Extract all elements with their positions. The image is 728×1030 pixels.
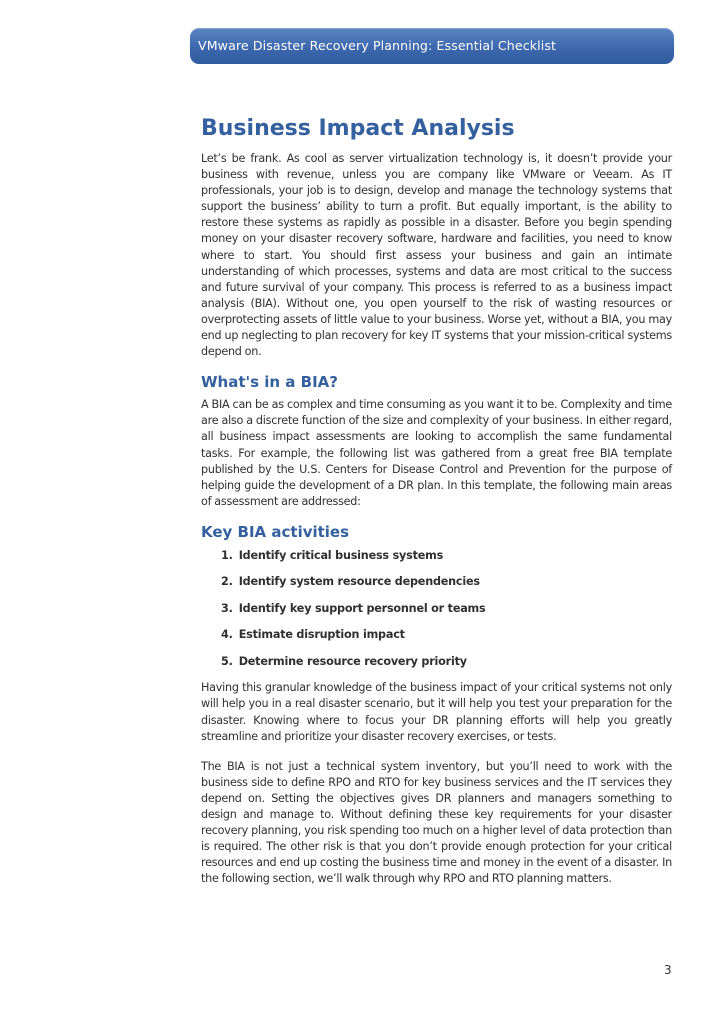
granular-knowledge-paragraph: Having this granular knowledge of the business impact of your critical systems not only will help you in a real disaster scenario, but it will help you test your preparation for the disaster. Knowing where to focus your DR planning efforts will help you greatly streamline and prioritize your disaster recovery exercises, or tests.	[201, 681, 672, 743]
list-item-label: Identify key support personnel or teams	[238, 601, 486, 615]
activity-list	[201, 548, 672, 670]
list-item-number: 3.	[221, 601, 233, 615]
list-item-number: 4.	[221, 628, 233, 642]
rpo-rto-paragraph: The BIA is not just a technical system inventory, but you’ll need to work with the business side to define RPO and RTO for key business services and the IT services they depend on. Setting the objectives gives DR planners and managers something to design and manage to. Without defining these key requirements for your disaster recovery planning, you risk spending too much on a higher level of data protection than is required. The other risk is that you don’t provide enough protection for your critical resources and end up costing the business time and money in the event of a disaster. In the following section, we’ll walk through why RPO and RTO planning matters.	[201, 759, 672, 886]
document-title: VMware Disaster Recovery Planning: Essential Checklist	[198, 38, 557, 53]
list-item	[221, 548, 672, 564]
header-bar	[190, 28, 674, 64]
list-item-label: Identify system resource dependencies	[238, 575, 480, 589]
bia-paragraph: A BIA can be as complex and time consuming as you want it to be. Complexity and time are also a discrete function of the size and complexity of your business. In either regard, all business impact assessments are looking to accomplish the same fundamental tasks. For example, the following list was gathered from a great free BIA template published by the U.S. Centers for Disease Control and Prevention for the purpose of helping guide the development of a DR plan. In this template, the following main areas of assessment are addressed:	[201, 398, 672, 508]
list-item	[221, 601, 672, 617]
list-item-label: Identify critical business systems	[238, 548, 444, 562]
page-content	[201, 114, 672, 888]
activities-heading: Key BIA activities	[201, 522, 350, 541]
bia-heading: What's in a BIA?	[201, 373, 338, 392]
list-item-number: 1.	[221, 548, 233, 562]
list-item	[221, 627, 672, 643]
list-item-number: 2.	[221, 575, 233, 589]
intro-paragraph: Let’s be frank. As cool as server virtualization technology is, it doesn’t provide your business with revenue, unless you are company like VMware or Veeam. As IT professionals, your job is to design, develop and manage the technology systems that support the business’ ability to turn a profit. But equally important, is the ability to restore these systems as rapidly as possible in a disaster. Before you begin spending money on your disaster recovery software, hardware and facilities, you need to know where to start. You should first assess your business and gain an intimate understanding of which processes, systems and data are most critical to the success and future survival of your company. This process is referred to as a business impact analysis (BIA). Without one, you open yourself to the risk of wasting resources or overprotecting assets of little value to your business. Worse yet, without a BIA, you may end up neglecting to plan recovery for key IT systems that your mission-critical systems depend on.	[201, 152, 672, 359]
page-title: Business Impact Analysis	[201, 116, 515, 141]
closing-section	[201, 680, 672, 887]
list-item-label: Determine resource recovery priority	[238, 654, 467, 668]
list-item-number: 5.	[221, 654, 233, 668]
list-item	[221, 654, 672, 670]
list-item-label: Estimate disruption impact	[238, 628, 405, 642]
list-item	[221, 574, 672, 590]
page-number: 3	[664, 963, 672, 977]
